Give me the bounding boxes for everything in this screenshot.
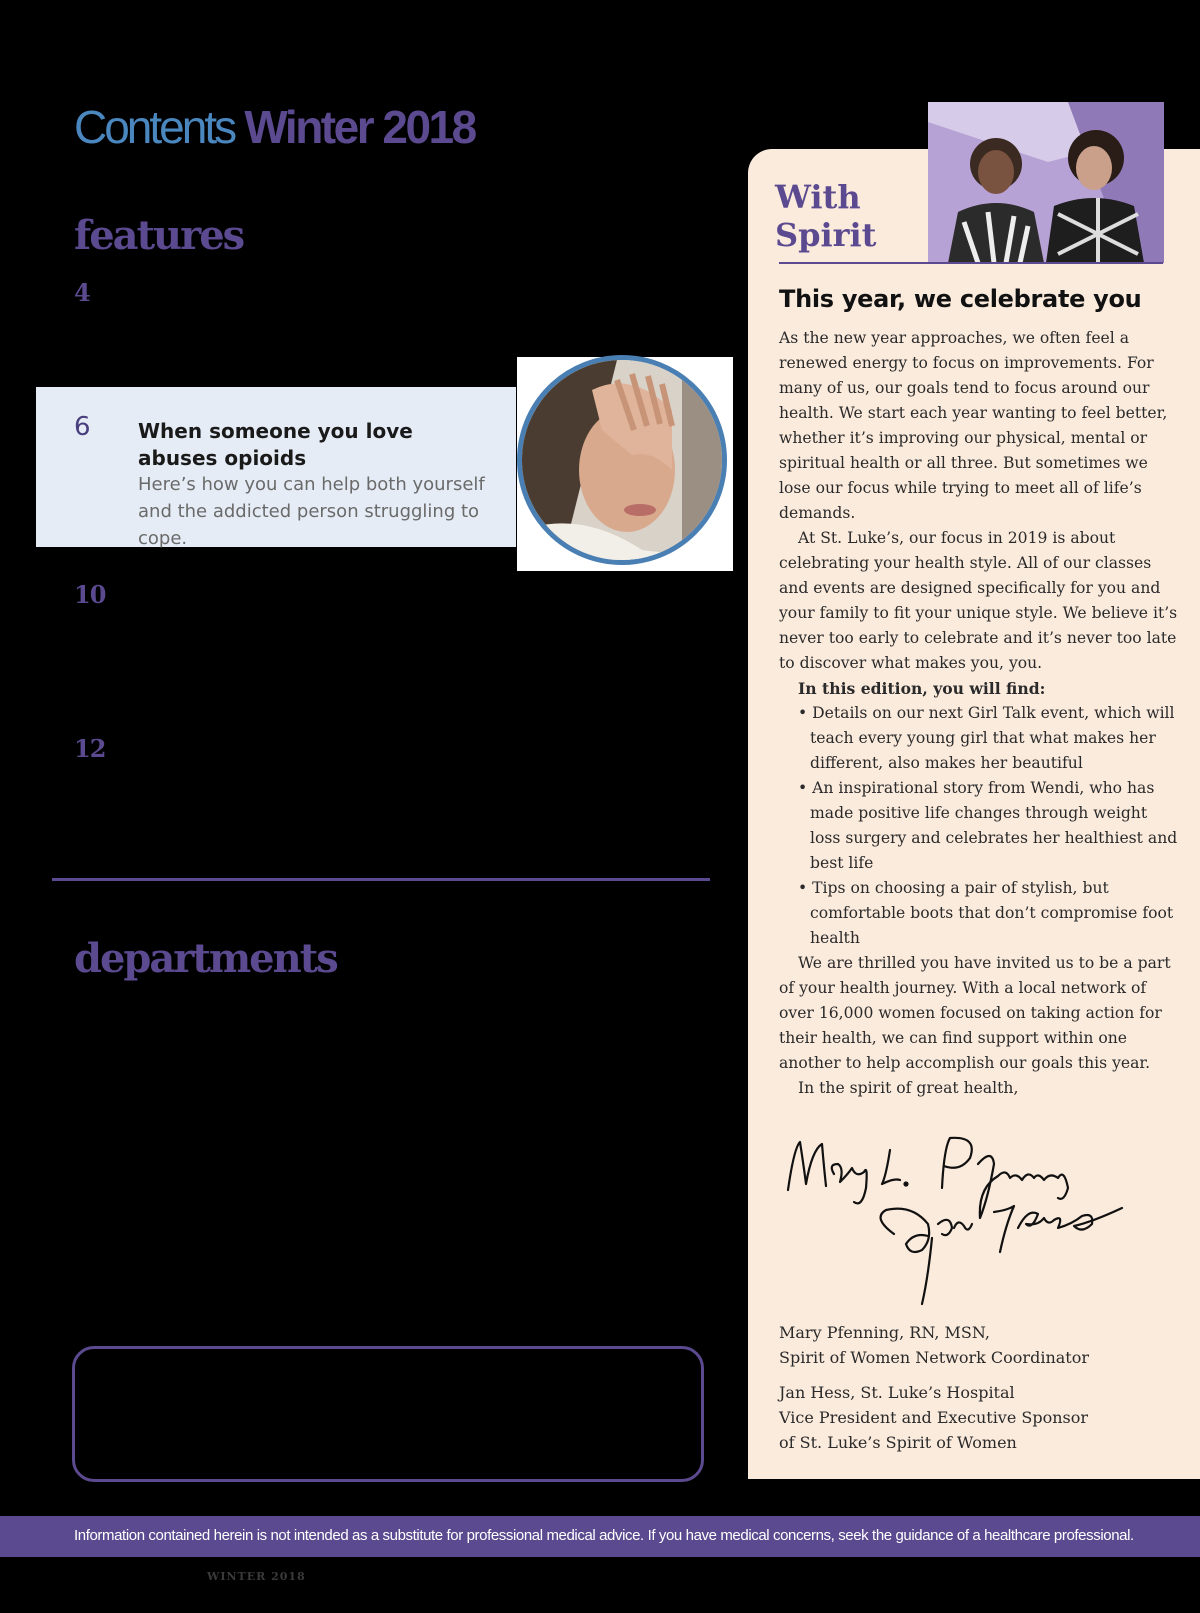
title-contents: Contents [74,101,235,153]
callout-box [72,1346,704,1482]
feature-description: Here’s how you can help both yourself and the addicted person struggling to cope. [138,474,485,549]
letter-bullet-list [779,701,1179,951]
letter-closing: In the spirit of great health, [798,1079,1019,1097]
column-title: With Spirit [775,178,877,254]
two-women-portrait-image [928,102,1164,263]
feature-number-4: 4 [74,278,90,307]
feature-number-10: 10 [74,580,106,609]
feature-title[interactable]: When someone you love abuses opioids [138,419,413,470]
signatory-1-line-1: Mary Pfenning, RN, MSN, [779,1323,990,1342]
list-item: • An inspirational story from Wendi, who has made positive life changes through weight loss surgery and celebrates her healthiest and best life [798,779,1178,872]
letter-body [779,326,1179,1101]
woman-hand-on-face-image [522,360,722,560]
letter-paragraph-3: We are thrilled you have invited us to be a part of your health journey. With a local network of over 16,000 women focused on taking action for their health, we can find support within one another to help accomplish our goals this year. [779,954,1171,1072]
feature-photo [517,355,727,565]
signatory-2-line-1: Jan Hess, St. Luke’s Hospital [779,1383,1015,1402]
handwritten-signatures [782,1128,1152,1318]
departments-heading: departments [74,935,337,982]
letter-paragraph-2: At St. Luke’s, our focus in 2019 is about celebrating your health style. All of our classes and events are designed specifically for you and your family to fit your unique style. We believe it’s never too early to celebrate and it’s never too late to discover what makes you, you. [779,529,1178,672]
signatory-2 [779,1380,1089,1455]
portrait-photo [928,102,1164,263]
letter-title: This year, we celebrate you [779,285,1142,313]
signatory-block [779,1320,1089,1465]
signature-image [782,1128,1152,1318]
feature-number-6: 6 [74,412,91,442]
features-heading: features [74,212,244,259]
letter-paragraph-1: As the new year approaches, we often feel a renewed energy to focus on improvements. For many of us, our goals tend to focus around our health. We start each year wanting to feel better, whether it’s improving our physical, mental or spiritual health or all three. But sometimes we lose our focus while trying to meet all of life’s demands. [779,329,1168,522]
signatory-1 [779,1320,1089,1370]
signatory-2-line-2: Vice President and Executive Sponsor [779,1408,1089,1427]
title-issue: Winter 2018 [244,101,475,153]
feature-number-12: 12 [74,734,106,763]
list-item: • Details on our next Girl Talk event, which will teach every young girl that what makes her different, also makes her beautiful [798,704,1175,772]
footer-disclaimer: Information contained herein is not intended as a substitute for professional medical advice. If you have medical concerns, seek the guidance of a healthcare professional. [74,1527,1134,1544]
letter-find-label: In this edition, you will find: [798,679,1046,698]
panel-rule [779,262,1163,264]
page-title [74,100,475,154]
section-divider [52,878,710,881]
signatory-1-line-2: Spirit of Women Network Coordinator [779,1348,1089,1367]
signatory-2-line-3: of St. Luke’s Spirit of Women [779,1433,1017,1452]
page-folio: WINTER 2018 [207,1570,306,1583]
list-item: • Tips on choosing a pair of stylish, but comfortable boots that don’t compromise foot health [798,879,1174,947]
